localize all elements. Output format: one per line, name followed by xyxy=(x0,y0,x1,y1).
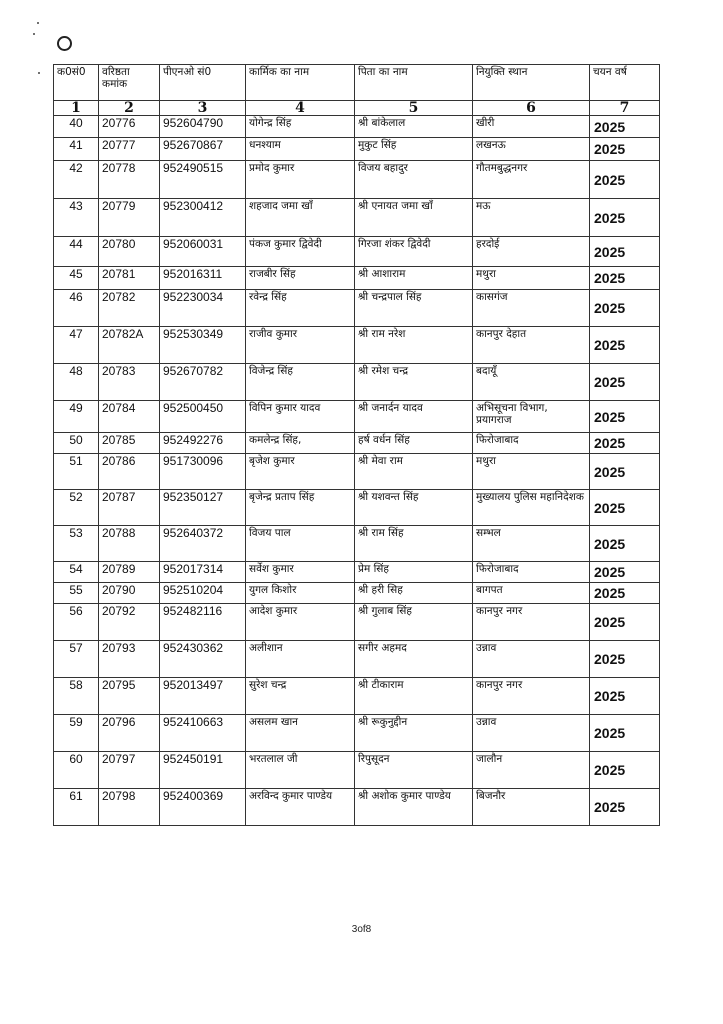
column-header: पिता का नाम xyxy=(355,65,473,101)
table-row xyxy=(54,789,660,826)
table-row xyxy=(54,454,660,490)
cell-seniority: 20795 xyxy=(99,678,160,715)
cell-posting: मऊ xyxy=(473,199,590,237)
cell-sn: 54 xyxy=(54,562,99,583)
column-number: 3 xyxy=(160,101,246,116)
cell-name: अरविन्द कुमार पाण्डेय xyxy=(246,789,355,826)
cell-name: आदेश कुमार xyxy=(246,604,355,641)
cell-father: हर्ष वर्धन सिंह xyxy=(355,433,473,454)
cell-seniority: 20787 xyxy=(99,490,160,526)
cell-year: 2025 xyxy=(590,641,660,678)
cell-posting: अभिसूचना विभाग, प्रयागराज xyxy=(473,401,590,433)
cell-sn: 55 xyxy=(54,583,99,604)
table-row xyxy=(54,199,660,237)
cell-father: श्री एनायत जमा खाँ xyxy=(355,199,473,237)
cell-pno: 952500450 xyxy=(160,401,246,433)
cell-posting: फिरोजाबाद xyxy=(473,562,590,583)
cell-year: 2025 xyxy=(590,583,660,604)
cell-pno: 952670867 xyxy=(160,138,246,161)
cell-pno: 952300412 xyxy=(160,199,246,237)
cell-seniority: 20797 xyxy=(99,752,160,789)
cell-sn: 56 xyxy=(54,604,99,641)
cell-year: 2025 xyxy=(590,199,660,237)
table-row xyxy=(54,562,660,583)
cell-posting: उन्नाव xyxy=(473,715,590,752)
cell-pno: 952482116 xyxy=(160,604,246,641)
cell-year: 2025 xyxy=(590,715,660,752)
cell-father: श्री टीकाराम xyxy=(355,678,473,715)
seniority-table xyxy=(53,64,660,826)
cell-year: 2025 xyxy=(590,401,660,433)
cell-father: श्री यशवन्त सिंह xyxy=(355,490,473,526)
cell-year: 2025 xyxy=(590,562,660,583)
cell-posting: मुख्यालय पुलिस महानिदेशक xyxy=(473,490,590,526)
table-row xyxy=(54,161,660,199)
cell-name: राजीव कुमार xyxy=(246,327,355,364)
cell-name: विपिन कुमार यादव xyxy=(246,401,355,433)
cell-name: धनश्याम xyxy=(246,138,355,161)
table-row xyxy=(54,364,660,401)
cell-father: श्री रमेश चन्द्र xyxy=(355,364,473,401)
cell-father: श्री रूकुनुद्दीन xyxy=(355,715,473,752)
cell-seniority: 20777 xyxy=(99,138,160,161)
cell-father: श्री चन्द्रपाल सिंह xyxy=(355,290,473,327)
cell-pno: 952060031 xyxy=(160,237,246,267)
table-row xyxy=(54,116,660,138)
cell-pno: 952640372 xyxy=(160,526,246,562)
cell-name: विजेन्द्र सिंह xyxy=(246,364,355,401)
cell-sn: 51 xyxy=(54,454,99,490)
cell-seniority: 20776 xyxy=(99,116,160,138)
cell-sn: 45 xyxy=(54,267,99,290)
cell-pno: 952490515 xyxy=(160,161,246,199)
cell-name: कमलेन्द्र सिंह, xyxy=(246,433,355,454)
cell-year: 2025 xyxy=(590,433,660,454)
cell-seniority: 20798 xyxy=(99,789,160,826)
scan-speck xyxy=(33,33,35,35)
cell-father: गिरजा शंकर द्विवेदी xyxy=(355,237,473,267)
circle-mark-icon xyxy=(57,36,72,51)
table-row xyxy=(54,237,660,267)
cell-pno: 952350127 xyxy=(160,490,246,526)
cell-name: शहजाद जमा खाँ xyxy=(246,199,355,237)
cell-posting: मथुरा xyxy=(473,267,590,290)
cell-posting: मथुरा xyxy=(473,454,590,490)
cell-name: पंकज कुमार द्विवेदी xyxy=(246,237,355,267)
cell-father: सगीर अहमद xyxy=(355,641,473,678)
cell-father: श्री राम नरेश xyxy=(355,327,473,364)
cell-posting: बदायूँ xyxy=(473,364,590,401)
cell-year: 2025 xyxy=(590,327,660,364)
cell-seniority: 20783 xyxy=(99,364,160,401)
cell-year: 2025 xyxy=(590,267,660,290)
cell-father: रिपुसूदन xyxy=(355,752,473,789)
cell-posting: खीरी xyxy=(473,116,590,138)
cell-seniority: 20789 xyxy=(99,562,160,583)
cell-posting: सम्भल xyxy=(473,526,590,562)
column-number-row xyxy=(54,101,660,116)
cell-sn: 60 xyxy=(54,752,99,789)
cell-name: सर्वेश कुमार xyxy=(246,562,355,583)
cell-year: 2025 xyxy=(590,490,660,526)
cell-sn: 58 xyxy=(54,678,99,715)
cell-father: विजय बहादुर xyxy=(355,161,473,199)
table-row xyxy=(54,678,660,715)
column-number: 7 xyxy=(590,101,660,116)
scan-speck xyxy=(37,22,39,24)
column-header: वरिष्ठता कमांक xyxy=(99,65,160,101)
cell-pno: 952016311 xyxy=(160,267,246,290)
cell-pno: 952400369 xyxy=(160,789,246,826)
column-header: नियुक्ति स्थान xyxy=(473,65,590,101)
cell-father: श्री अशोक कुमार पाण्डेय xyxy=(355,789,473,826)
cell-seniority: 20778 xyxy=(99,161,160,199)
table-row xyxy=(54,526,660,562)
cell-year: 2025 xyxy=(590,138,660,161)
cell-posting: हरदोई xyxy=(473,237,590,267)
cell-year: 2025 xyxy=(590,364,660,401)
column-number: 6 xyxy=(473,101,590,116)
table-row xyxy=(54,267,660,290)
cell-sn: 42 xyxy=(54,161,99,199)
cell-pno: 952230034 xyxy=(160,290,246,327)
cell-posting: बागपत xyxy=(473,583,590,604)
cell-year: 2025 xyxy=(590,678,660,715)
cell-seniority: 20779 xyxy=(99,199,160,237)
cell-posting: उन्नाव xyxy=(473,641,590,678)
cell-sn: 61 xyxy=(54,789,99,826)
cell-pno: 952530349 xyxy=(160,327,246,364)
cell-posting: कानपुर नगर xyxy=(473,678,590,715)
table-row xyxy=(54,715,660,752)
cell-father: प्रेम सिंह xyxy=(355,562,473,583)
cell-seniority: 20784 xyxy=(99,401,160,433)
cell-pno: 952430362 xyxy=(160,641,246,678)
cell-sn: 44 xyxy=(54,237,99,267)
cell-sn: 57 xyxy=(54,641,99,678)
column-number: 5 xyxy=(355,101,473,116)
table-row xyxy=(54,138,660,161)
cell-name: युगल किशोर xyxy=(246,583,355,604)
cell-sn: 52 xyxy=(54,490,99,526)
cell-seniority: 20793 xyxy=(99,641,160,678)
table-row xyxy=(54,290,660,327)
scan-speck xyxy=(38,72,40,74)
cell-posting: फिरोजाबाद xyxy=(473,433,590,454)
cell-pno: 952013497 xyxy=(160,678,246,715)
cell-posting: बिजनौर xyxy=(473,789,590,826)
column-header: कार्मिक का नाम xyxy=(246,65,355,101)
cell-pno: 952410663 xyxy=(160,715,246,752)
cell-year: 2025 xyxy=(590,454,660,490)
cell-seniority: 20785 xyxy=(99,433,160,454)
column-header: क0सं0 xyxy=(54,65,99,101)
cell-father: मुकुट सिंह xyxy=(355,138,473,161)
cell-sn: 59 xyxy=(54,715,99,752)
cell-name: रवेन्द्र सिंह xyxy=(246,290,355,327)
table-row xyxy=(54,641,660,678)
table-row xyxy=(54,433,660,454)
cell-year: 2025 xyxy=(590,526,660,562)
column-header: चयन वर्ष xyxy=(590,65,660,101)
cell-pno: 952670782 xyxy=(160,364,246,401)
cell-father: श्री हरी सिह xyxy=(355,583,473,604)
cell-posting: कानपुर नगर xyxy=(473,604,590,641)
column-header: पीएनओ सं0 xyxy=(160,65,246,101)
cell-year: 2025 xyxy=(590,789,660,826)
cell-father: श्री बांकेलाल xyxy=(355,116,473,138)
cell-seniority: 20780 xyxy=(99,237,160,267)
cell-year: 2025 xyxy=(590,116,660,138)
cell-name: विजय पाल xyxy=(246,526,355,562)
table-row xyxy=(54,490,660,526)
cell-seniority: 20782A xyxy=(99,327,160,364)
cell-sn: 47 xyxy=(54,327,99,364)
cell-sn: 43 xyxy=(54,199,99,237)
cell-seniority: 20786 xyxy=(99,454,160,490)
cell-father: श्री जनार्दन यादव xyxy=(355,401,473,433)
table-row xyxy=(54,604,660,641)
cell-name: प्रमोद कुमार xyxy=(246,161,355,199)
cell-pno: 952510204 xyxy=(160,583,246,604)
cell-year: 2025 xyxy=(590,604,660,641)
table-row xyxy=(54,752,660,789)
cell-name: योगेन्द्र सिंह xyxy=(246,116,355,138)
header-row xyxy=(54,65,660,101)
cell-sn: 53 xyxy=(54,526,99,562)
cell-name: बृजेश कुमार xyxy=(246,454,355,490)
cell-sn: 46 xyxy=(54,290,99,327)
table-row xyxy=(54,583,660,604)
cell-seniority: 20796 xyxy=(99,715,160,752)
column-number: 2 xyxy=(99,101,160,116)
cell-father: श्री मेवा राम xyxy=(355,454,473,490)
cell-posting: कासगंज xyxy=(473,290,590,327)
cell-father: श्री राम सिंह xyxy=(355,526,473,562)
cell-posting: जालौन xyxy=(473,752,590,789)
cell-pno: 952450191 xyxy=(160,752,246,789)
cell-seniority: 20782 xyxy=(99,290,160,327)
cell-year: 2025 xyxy=(590,752,660,789)
cell-pno: 951730096 xyxy=(160,454,246,490)
cell-sn: 50 xyxy=(54,433,99,454)
cell-sn: 48 xyxy=(54,364,99,401)
cell-sn: 41 xyxy=(54,138,99,161)
cell-name: भरतलाल जी xyxy=(246,752,355,789)
cell-father: श्री आशाराम xyxy=(355,267,473,290)
column-number: 1 xyxy=(54,101,99,116)
cell-seniority: 20788 xyxy=(99,526,160,562)
cell-name: सुरेश चन्द्र xyxy=(246,678,355,715)
cell-year: 2025 xyxy=(590,290,660,327)
cell-year: 2025 xyxy=(590,161,660,199)
cell-father: श्री गुलाब सिंह xyxy=(355,604,473,641)
cell-posting: कानपुर देहात xyxy=(473,327,590,364)
column-number: 4 xyxy=(246,101,355,116)
cell-name: असलम खान xyxy=(246,715,355,752)
cell-posting: लखनऊ xyxy=(473,138,590,161)
cell-sn: 40 xyxy=(54,116,99,138)
cell-pno: 952017314 xyxy=(160,562,246,583)
table-row xyxy=(54,327,660,364)
cell-name: अलीशान xyxy=(246,641,355,678)
cell-name: बृजेन्द्र प्रताप सिंह xyxy=(246,490,355,526)
cell-seniority: 20781 xyxy=(99,267,160,290)
cell-seniority: 20790 xyxy=(99,583,160,604)
table-row xyxy=(54,401,660,433)
cell-posting: गौतमबुद्धनगर xyxy=(473,161,590,199)
cell-pno: 952492276 xyxy=(160,433,246,454)
cell-seniority: 20792 xyxy=(99,604,160,641)
cell-pno: 952604790 xyxy=(160,116,246,138)
cell-year: 2025 xyxy=(590,237,660,267)
page-number: 3of8 xyxy=(351,924,372,935)
cell-sn: 49 xyxy=(54,401,99,433)
cell-name: राजबीर सिंह xyxy=(246,267,355,290)
